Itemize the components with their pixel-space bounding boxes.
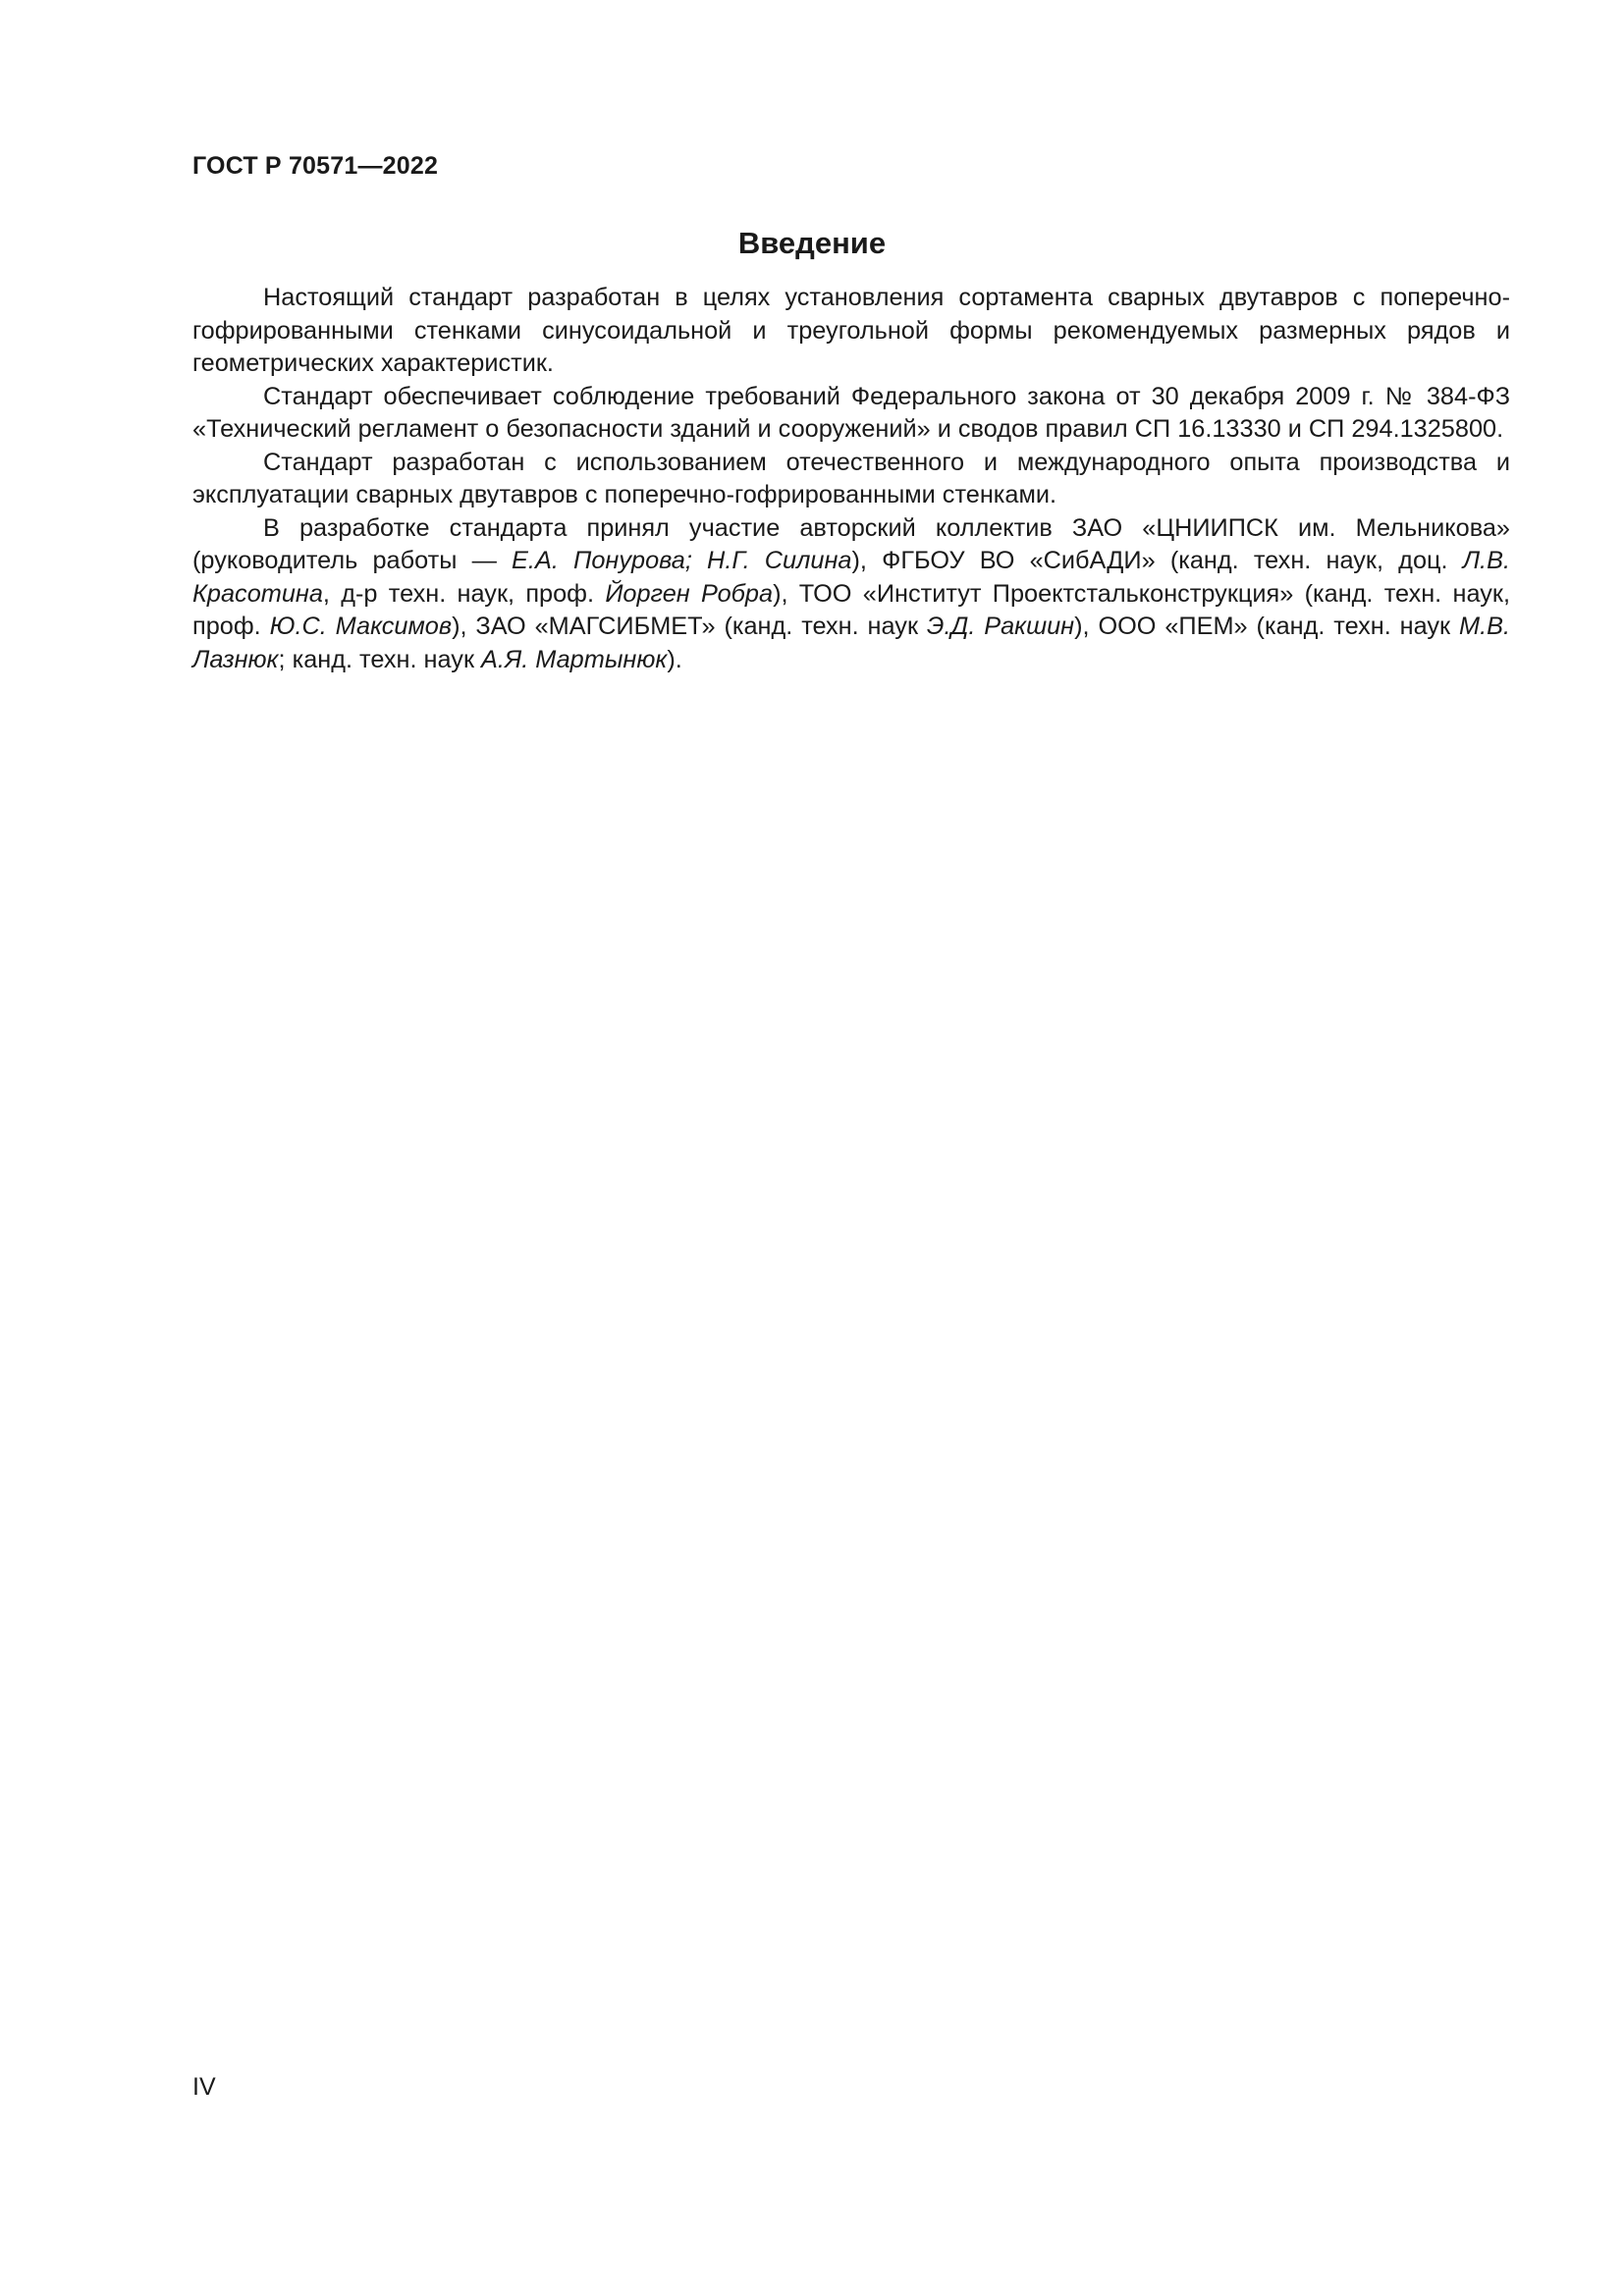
author-name: М.В. Лазнюк bbox=[192, 613, 1511, 673]
authors-text: ), ТОО «Институт Проектстальконструкция» (канд. техн. наук, проф. bbox=[192, 579, 1511, 640]
author-name: Йорген Робра bbox=[605, 579, 774, 608]
author-name: А.Я. Мартынюк bbox=[481, 645, 668, 673]
page-number: IV bbox=[192, 2073, 216, 2101]
authors-text: ), ЗАО «МАГСИБМЕТ» (канд. техн. наук bbox=[452, 613, 927, 640]
paragraph-purpose: Настоящий стандарт разработан в целях установления сортамента сварных двутавров с поперечно-гофрированными стенками синусоидальной и треугольной формы рекомендуемых размерных рядов и геометрических характеристик. bbox=[192, 284, 1510, 377]
author-name: Е.А. Понурова; Н.Г. Силина bbox=[512, 547, 852, 574]
authors-text: ; канд. техн. наук bbox=[278, 645, 482, 673]
author-name: Ю.С. Максимов bbox=[269, 613, 453, 640]
paragraph-experience: Стандарт разработан с использованием отечественного и международного опыта производства и эксплуатации сварных двутавров с поперечно-гофрированными стенками. bbox=[192, 448, 1510, 508]
paragraph-authors bbox=[192, 512, 1510, 677]
introduction-body bbox=[192, 282, 1510, 676]
authors-text: ), ФГБОУ ВО «СибАДИ» (канд. техн. наук, доц. bbox=[851, 547, 1463, 574]
authors-text: ). bbox=[667, 645, 682, 673]
document-code: ГОСТ Р 70571—2022 bbox=[192, 152, 439, 180]
paragraph-requirements: Стандарт обеспечивает соблюдение требований Федерального закона от 30 декабря 2009 г. № 384-ФЗ «Технический регламент о безопасности зданий и сооружений» и сводов правил СП 16.13330 и СП 294.1325800. bbox=[192, 382, 1510, 443]
author-name: Л.В. Красотина bbox=[192, 547, 1510, 608]
authors-text: В разработке стандарта принял участие авторский коллектив ЗАО «ЦНИИПСК им. Мельникова» (руководитель работы — bbox=[192, 513, 1510, 574]
authors-text: ), ООО «ПЕМ» (канд. техн. наук bbox=[1074, 613, 1459, 640]
author-name: Э.Д. Ракшин bbox=[926, 613, 1075, 640]
authors-text: , д-р техн. наук, проф. bbox=[322, 579, 606, 608]
section-title: Введение bbox=[737, 226, 887, 260]
